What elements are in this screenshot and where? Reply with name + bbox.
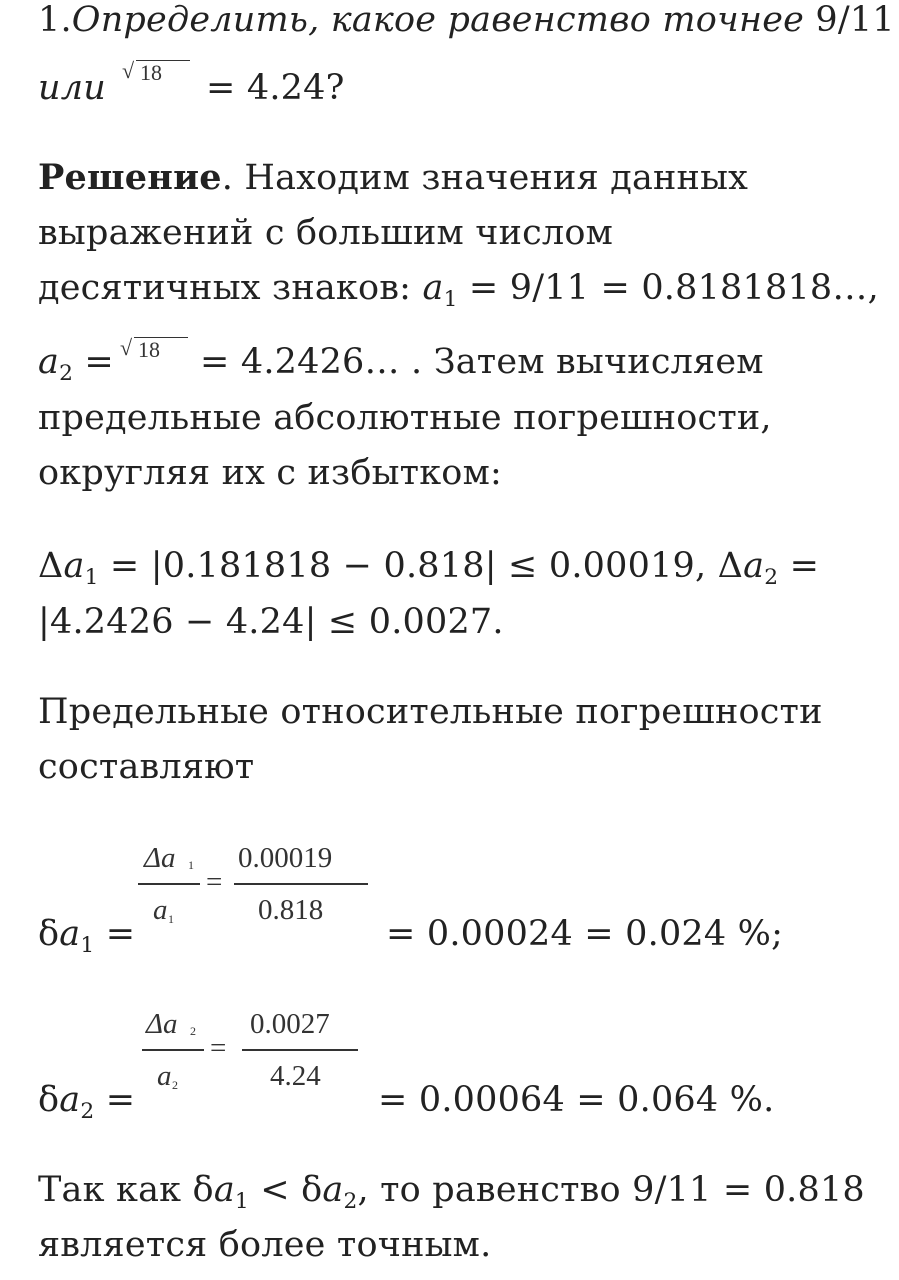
relative-line-1: Предельные относительные погрешности bbox=[38, 692, 823, 732]
task-number: 1. bbox=[38, 0, 72, 40]
conclusion-line-2: является более точным. bbox=[38, 1225, 492, 1265]
delta1-result: = 0.00024 = 0.024 %; bbox=[386, 914, 784, 954]
solution-line-6: округляя их с избытком: bbox=[38, 453, 502, 493]
task-fraction: 9/11 bbox=[815, 0, 895, 40]
delta2-fraction-image: Δa 2 a 2 = 0.0027 4.24 bbox=[140, 1004, 370, 1104]
task-or: или bbox=[38, 68, 106, 108]
abs-errors-line-2: |4.2426 − 4.24| ≤ 0.0027. bbox=[38, 602, 504, 642]
delta2-lhs: $\delta a_2$ = bbox=[38, 1080, 136, 1124]
task-question: Определить, какое равенство точнее bbox=[71, 0, 805, 40]
task-line-1 bbox=[38, 0, 895, 40]
abs-errors-line-1: $\Delta a_1 = |0.181818 - 0.818| \le 0.00019$, $\Delta a_2$ = bbox=[38, 546, 820, 590]
solution-line-2: выражений с большим числом bbox=[38, 213, 614, 253]
sqrt-18-image-2: √ 18 bbox=[120, 335, 190, 365]
relative-line-2: составляют bbox=[38, 747, 255, 787]
conclusion-line-1: Так как $\delta a_1 < \delta a_2$, то равенство 9/11 = 0.818 bbox=[38, 1170, 865, 1214]
solution-line-3: десятичных знаков: $a_1 = 9/11$ = 0.8181818…, bbox=[38, 268, 879, 312]
solution-line-1: Решение. Находим значения данных bbox=[38, 157, 749, 198]
solution-label: Решение bbox=[38, 157, 222, 198]
solution-line-4a: $a_2$ = bbox=[38, 342, 114, 386]
delta1-fraction-image: Δa 1 a 1 = 0.00019 0.818 bbox=[136, 838, 376, 938]
delta1-lhs: $\delta a_1$ = bbox=[38, 914, 136, 958]
solution-line-4b: = 4.2426… . Затем вычисляем bbox=[200, 342, 764, 382]
task-equals: = 4.24? bbox=[206, 68, 345, 108]
task-line-2 bbox=[38, 68, 106, 108]
solution-line-5: предельные абсолютные погрешности, bbox=[38, 398, 772, 438]
sqrt-18-image: √ 18 bbox=[122, 58, 192, 88]
delta2-result: = 0.00064 = 0.064 %. bbox=[378, 1080, 775, 1120]
